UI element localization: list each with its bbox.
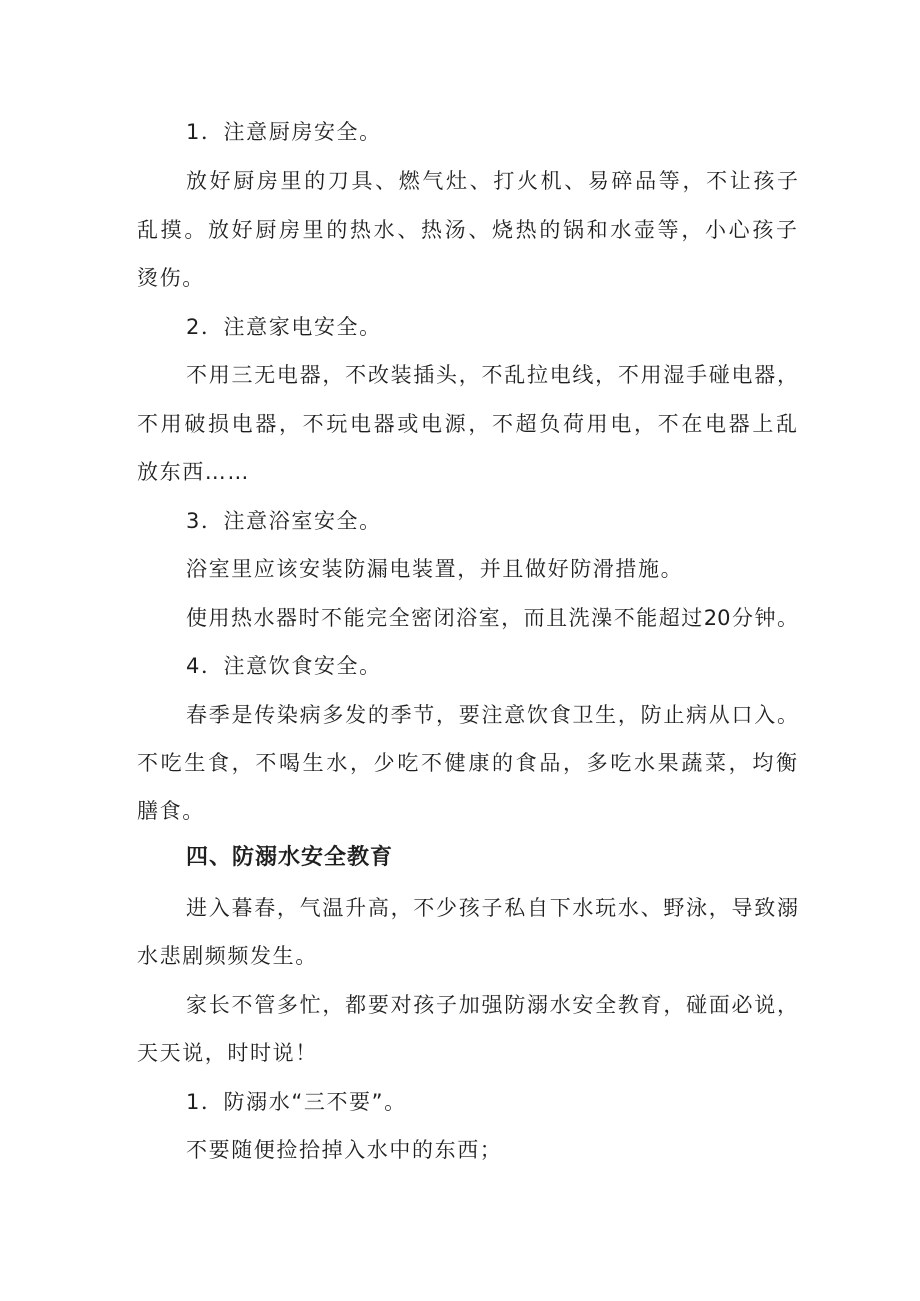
paragraph-line: 放好厨房里的刀具、燃气灶、打火机、易碎品等，不让孩子 [186, 169, 798, 193]
paragraph-line: 放东西…… [137, 460, 250, 484]
item-bathroom-title: 3．注意浴室安全。 [186, 509, 382, 533]
item-appliance-title: 2．注意家电安全。 [186, 315, 382, 339]
section-heading: 四、防溺水安全教育 [186, 845, 394, 870]
paragraph-line: 乱摸。放好厨房里的热水、热汤、烧热的锅和水壶等，小心孩子 [137, 218, 797, 242]
paragraph-line: 不用破损电器，不玩电器或电源，不超负荷用电，不在电器上乱 [137, 412, 797, 436]
item-drowning-title: 1．防溺水“三不要”。 [186, 1090, 407, 1114]
paragraph-line: 春季是传染病多发的季节，要注意饮食卫生，防止病从口入。 [186, 703, 798, 727]
item-kitchen-title: 1．注意厨房安全。 [186, 120, 382, 144]
paragraph-line: 进入暮春，气温升高，不少孩子私自下水玩水、野泳，导致溺 [186, 896, 798, 920]
paragraph-line: 烫伤。 [137, 266, 205, 290]
paragraph-line: 不吃生食，不喝生水，少吃不健康的食品，多吃水果蔬菜，均衡 [137, 751, 797, 775]
paragraph-line: 不要随便捡拾掉入水中的东西； [186, 1138, 503, 1162]
paragraph-line: 天天说，时时说！ [137, 1041, 318, 1065]
paragraph-line: 家长不管多忙，都要对孩子加强防溺水安全教育，碰面必说， [186, 993, 798, 1017]
paragraph-line: 浴室里应该安装防漏电装置，并且做好防滑措施。 [186, 557, 684, 581]
paragraph-line: 使用热水器时不能完全密闭浴室，而且洗澡不能超过20分钟。 [186, 606, 798, 630]
paragraph-line: 水悲剧频频发生。 [137, 944, 318, 968]
paragraph-line: 膳食。 [137, 799, 205, 823]
item-diet-title: 4．注意饮食安全。 [186, 654, 382, 678]
paragraph-line: 不用三无电器，不改装插头，不乱拉电线，不用湿手碰电器， [186, 363, 798, 387]
